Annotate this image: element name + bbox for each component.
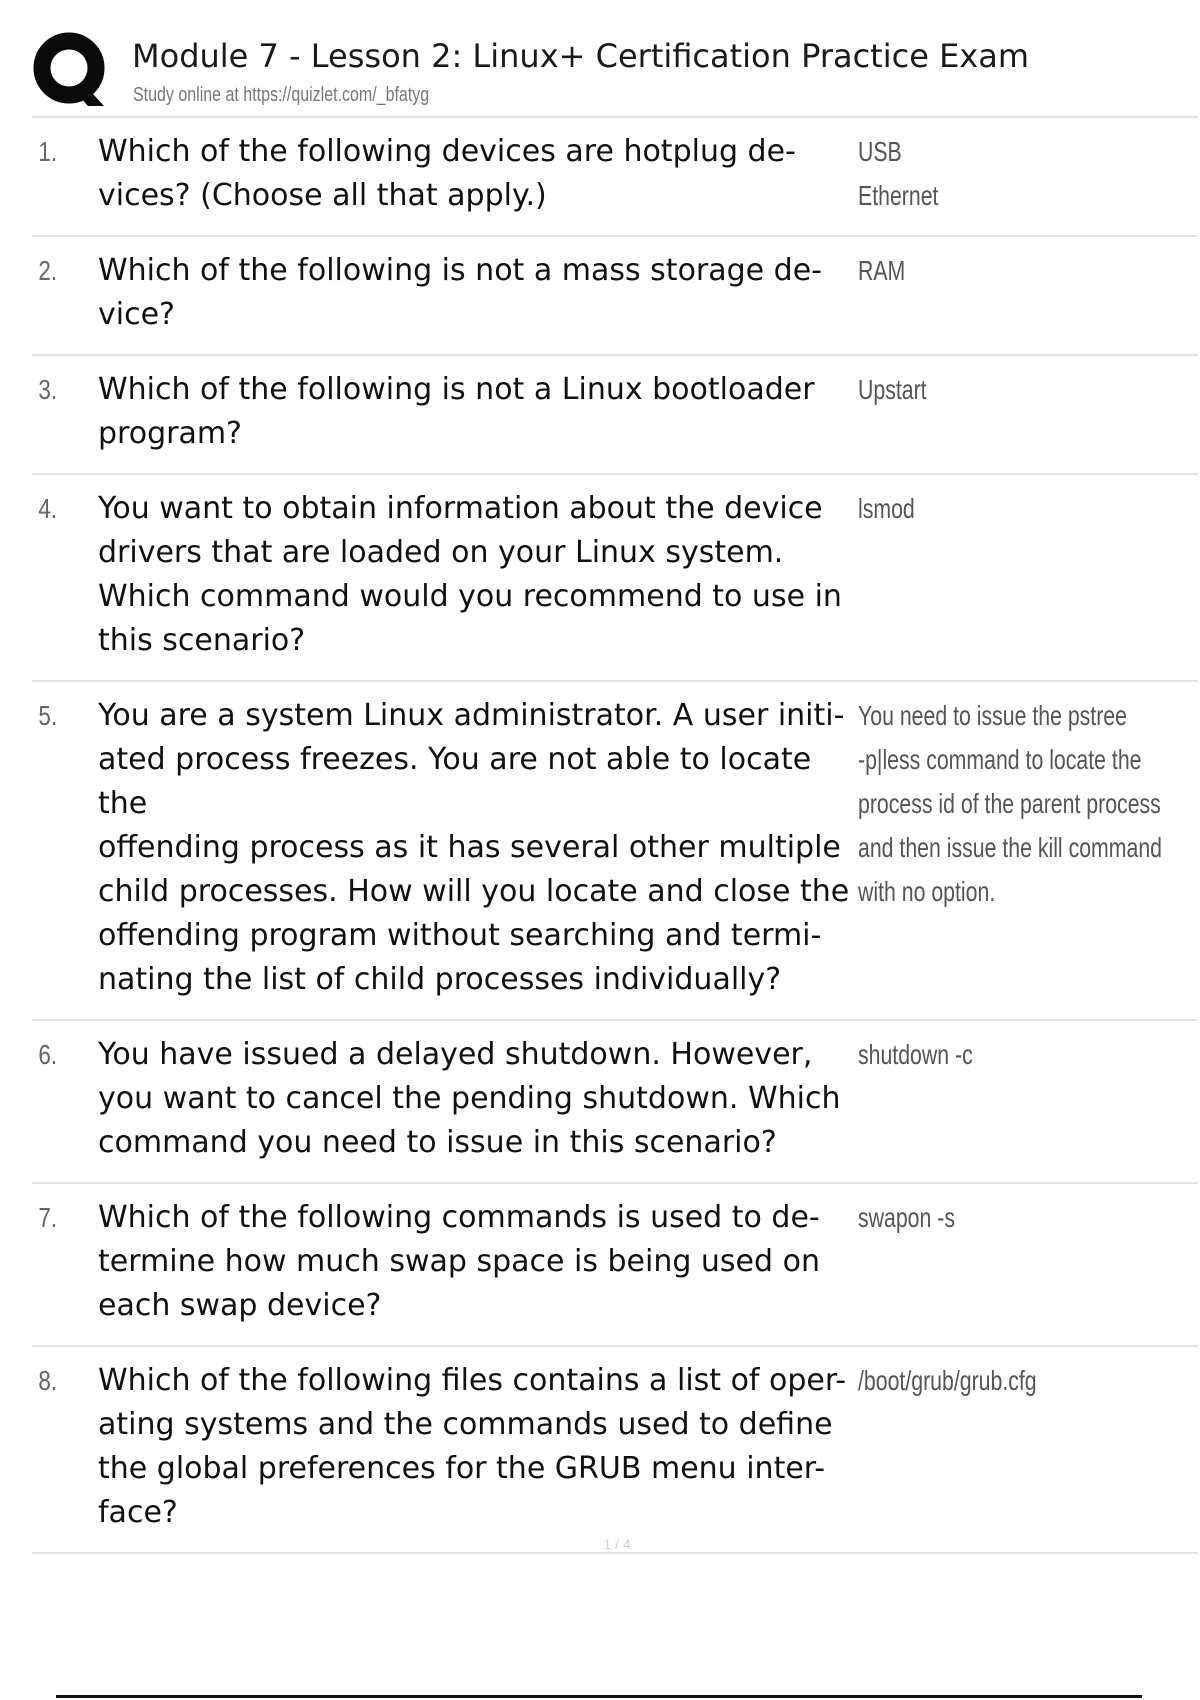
card-number: 7. [38, 1202, 58, 1233]
quizlet-q-logo-icon [32, 30, 112, 110]
card-answer: /boot/grub/grub.cfg [858, 1365, 1037, 1396]
card-question: You have issued a delayed shutdown. However, you want to cancel the pending shutdown. Which command you need to issue in this scenario? [98, 1037, 841, 1160]
document-header [32, 30, 1198, 118]
flashcard-row [32, 1347, 1198, 1554]
card-answer: USB Ethernet [858, 136, 939, 211]
bottom-divider [56, 1695, 1142, 1698]
flashcard-row [32, 475, 1198, 682]
card-number: 3. [38, 374, 58, 405]
flashcard-list [32, 118, 1198, 1554]
flashcard-row [32, 118, 1198, 237]
study-online-link[interactable]: Study online at https://quizlet.com/_bfatyg [133, 84, 430, 106]
card-question: Which of the following commands is used to de- termine how much swap space is being used on each swap device? [98, 1200, 820, 1323]
card-number: 5. [38, 700, 58, 731]
card-answer: Upstart [858, 374, 927, 405]
flashcard-row [32, 1184, 1198, 1347]
card-number: 8. [38, 1365, 58, 1396]
card-question: Which of the following is not a Linux bootloader program? [98, 372, 815, 451]
card-answer: lsmod [858, 493, 915, 524]
card-answer: swapon -s [858, 1202, 955, 1233]
card-number: 6. [38, 1039, 58, 1070]
card-number: 1. [38, 136, 58, 167]
flashcard-row [32, 356, 1198, 475]
card-question: Which of the following devices are hotplug de- vices? (Choose all that apply.) [98, 134, 796, 213]
page-title: Module 7 - Lesson 2: Linux+ Certification Practice Exam [132, 37, 1029, 75]
card-question: You want to obtain information about the device drivers that are loaded on your Linux system. Which command would you recommend to use in this scenario? [98, 491, 842, 658]
card-answer: RAM [858, 255, 906, 286]
flashcard-row [32, 682, 1198, 1021]
card-question: You are a system Linux administrator. A user initi- ated process freezes. You are not able to locate the offending process as it has several other multiple child processes. How will you locate and close the offending program without searching and termi- nating the list of child processes individually? [98, 698, 850, 997]
card-question: Which of the following is not a mass storage de- vice? [98, 253, 822, 332]
card-number: 4. [38, 493, 58, 524]
card-number: 2. [38, 255, 58, 286]
page-number: 1 / 4 [603, 1536, 631, 1552]
flashcard-row [32, 237, 1198, 356]
card-question: Which of the following files contains a list of oper- ating systems and the commands used to define the global preferences for the GRUB menu inter- face? [98, 1363, 847, 1530]
flashcard-row [32, 1021, 1198, 1184]
card-answer: You need to issue the pstree -p|less command to locate the process id of the parent process and then issue the kill command with no option. [858, 700, 1162, 907]
card-answer: shutdown -c [858, 1039, 973, 1070]
